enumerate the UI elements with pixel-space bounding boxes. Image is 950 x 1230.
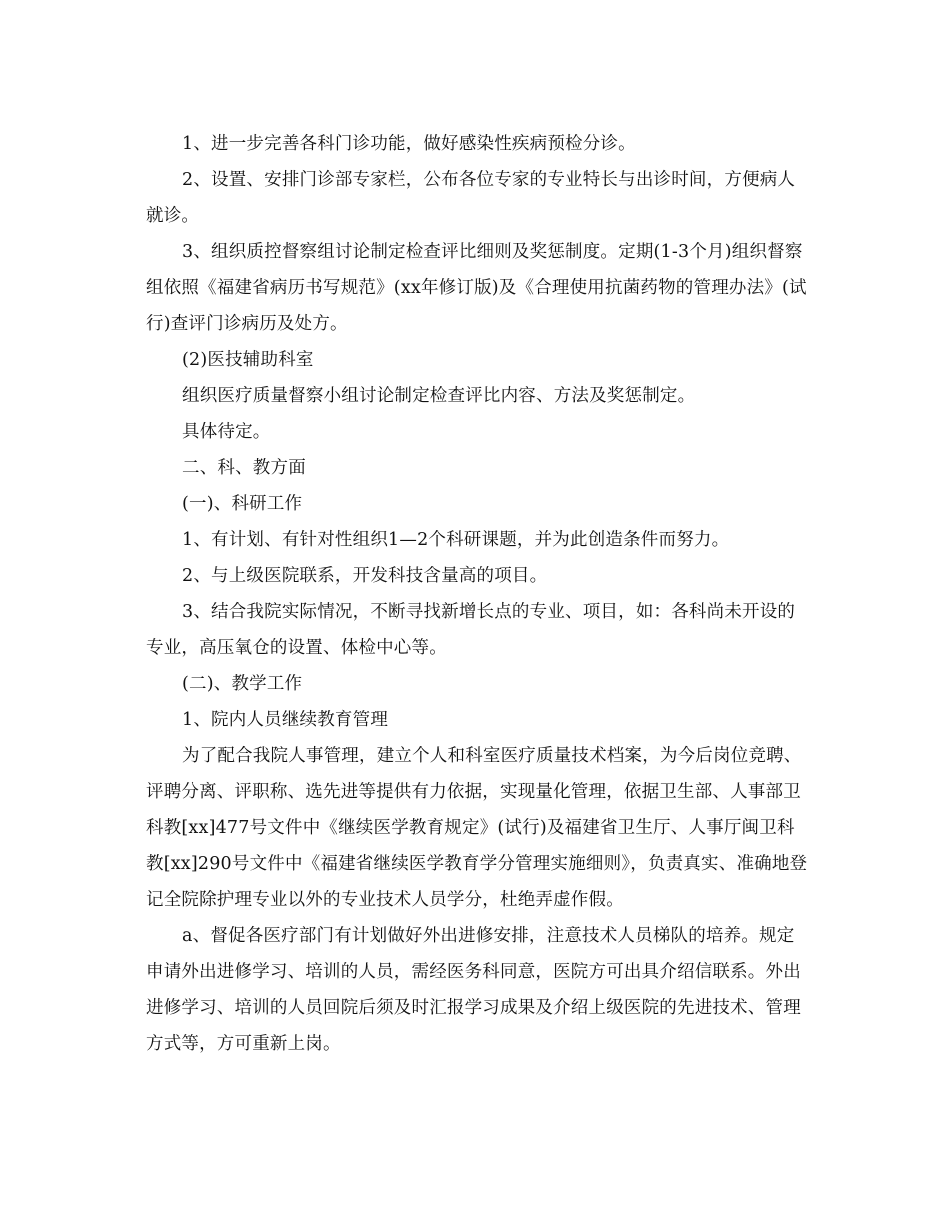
- paragraph-expert-column: 2、设置、安排门诊部专家栏，公布各位专家的专业特长与出诊时间，方便病人就诊。: [146, 170, 796, 226]
- paragraph-hospital-liaison: 2、与上级医院联系，开发科技含量高的项目。: [182, 566, 548, 586]
- subsection-heading-research: (一)、科研工作: [182, 494, 303, 514]
- paragraph-continuing-education-detail: 为了配合我院人事管理，建立个人和科室医疗质量技术档案，为今后岗位竞聘、评聘分离、评职称、选先进等提供有力依据，实现量化管理，依据卫生部、人事部卫科教[xx]477号文件中《继续医学教育规定》(试行)及福建省卫生厅、人事厅闽卫科教[xx]290号文件中《福建省继续医学教育学分管理实施细则》，负责真实、准确地登记全院除护理专业以外的专业技术人员学分，杜绝弄虚作假。: [146, 746, 808, 910]
- section-heading-research-teaching: 二、科、教方面: [182, 458, 306, 478]
- subsection-heading-teaching: (二)、教学工作: [182, 674, 303, 694]
- paragraph-research-topics: 1、有计划、有针对性组织1—2个科研课题，并为此创造条件而努力。: [182, 530, 730, 550]
- paragraph-outpatient-function: 1、进一步完善各科门诊功能，做好感染性疾病预检分诊。: [182, 134, 636, 154]
- paragraph-new-growth-points: 3、结合我院实际情况，不断寻找新增长点的专业、项目，如：各科尚未开设的专业，高压氧仓的设置、体检中心等。: [146, 602, 796, 658]
- paragraph-medical-technology-heading: (2)医技辅助科室: [182, 350, 314, 370]
- paragraph-further-study: a、督促各医疗部门有计划做好外出进修安排，注意技术人员梯队的培养。规定申请外出进修学习、培训的人员，需经医务科同意，医院方可出具介绍信联系。外出进修学习、培训的人员回院后须及时汇报学习成果及介绍上级医院的先进技术、管理方式等，方可重新上岗。: [146, 926, 801, 1054]
- paragraph-quality-group: 组织医疗质量督察小组讨论制定检查评比内容、方法及奖惩制定。: [182, 386, 696, 406]
- paragraph-to-be-determined: 具体待定。: [182, 422, 271, 442]
- document-body: [146, 126, 810, 1062]
- paragraph-continuing-education-heading: 1、院内人员继续教育管理: [182, 710, 389, 730]
- paragraph-quality-inspection: 3、组织质控督察组讨论制定检查评比细则及奖惩制度。定期(1-3个月)组织督察组依照《福建省病历书写规范》(xx年修订版)及《合理使用抗菌药物的管理办法》(试行)查评门诊病历及处方。: [146, 242, 807, 334]
